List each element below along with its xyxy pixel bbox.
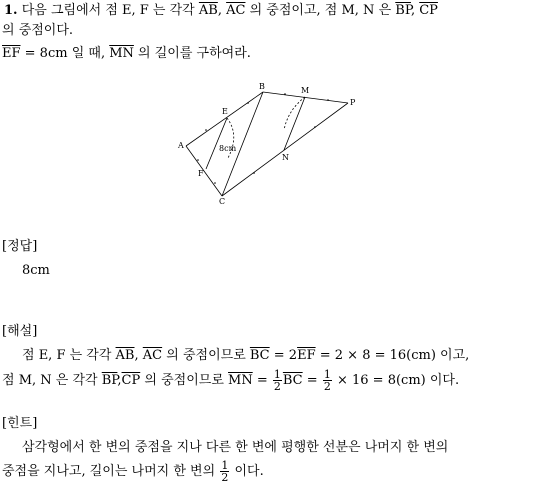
problem-line-2 bbox=[2, 22, 73, 40]
hint-header: [힌트] bbox=[2, 416, 38, 431]
comma: , bbox=[410, 3, 416, 18]
point-b-label: B bbox=[259, 82, 265, 91]
point-c-label: C bbox=[219, 197, 226, 206]
explanation-text: = 2 × 8 = 16(cm) 이고, bbox=[319, 348, 470, 363]
segment-ac: $\overline{AC}$ bbox=[142, 348, 163, 363]
explanation-text: = 2 bbox=[273, 348, 298, 363]
hint-line-2 bbox=[2, 459, 264, 485]
segment-cp: $\overline{CP}$ bbox=[419, 3, 438, 18]
point-n-label: N bbox=[282, 153, 289, 162]
fraction-numerator: 1 bbox=[221, 459, 229, 472]
length-8cm-label: 8cm bbox=[219, 144, 237, 153]
comma: , bbox=[117, 373, 122, 388]
problem-line-1 bbox=[4, 2, 438, 20]
segment-cp: $\overline{CP}$ bbox=[121, 373, 141, 388]
answer-header: [정답] bbox=[2, 239, 38, 254]
fraction-numerator: 1 bbox=[323, 368, 331, 381]
explanation-text: 의 중점이므로 bbox=[166, 348, 246, 363]
fraction-half bbox=[273, 369, 282, 392]
hint-text: 이다. bbox=[234, 464, 264, 479]
problem-number: 1. bbox=[4, 3, 18, 18]
segment-bp: $\overline{BP}$ bbox=[395, 3, 411, 18]
arc-mn-dashed bbox=[284, 97, 305, 130]
problem-text-2: 의 중점이다. bbox=[2, 23, 74, 38]
explanation-line-2 bbox=[2, 368, 459, 394]
hint-line-1: 삼각형에서 한 변의 중점을 지나 다른 한 변에 평행한 선분은 나머지 한 변의 bbox=[22, 440, 449, 455]
segment-bp: $\overline{BP}$ bbox=[101, 373, 118, 388]
fraction-denominator: 2 bbox=[221, 471, 229, 484]
segment-mn: $\overline{MN}$ bbox=[228, 373, 253, 388]
explanation-header: [해설] bbox=[2, 324, 38, 339]
geometry-figure bbox=[170, 80, 370, 210]
fraction-numerator: 1 bbox=[273, 368, 281, 381]
line-cp bbox=[222, 103, 348, 196]
segment-ac: $\overline{AC}$ bbox=[226, 3, 246, 18]
answer-value: 8cm bbox=[22, 263, 50, 278]
fraction-denominator: 2 bbox=[273, 380, 281, 393]
point-m-label: M bbox=[301, 86, 310, 95]
point-f-label: F bbox=[198, 169, 204, 178]
equals-sign: = bbox=[256, 373, 268, 388]
explanation-text: 의 중점이므로 bbox=[144, 373, 224, 388]
segment-ab: $\overline{AB}$ bbox=[115, 348, 135, 363]
line-ab bbox=[186, 92, 263, 146]
fraction-half bbox=[220, 460, 229, 483]
explanation-text: 점 M, N 은 각각 bbox=[2, 373, 98, 388]
line-ac bbox=[186, 146, 222, 196]
explanation-text: × 16 = 8(cm) 이다. bbox=[336, 373, 460, 388]
point-p-label: P bbox=[350, 98, 356, 107]
explanation-line-1 bbox=[22, 347, 469, 365]
segment-ef: $\overline{EF}$ bbox=[2, 46, 21, 61]
segment-mn: $\overline{MN}$ bbox=[109, 46, 134, 61]
equals-sign: = bbox=[306, 373, 318, 388]
point-e-label: E bbox=[222, 107, 228, 116]
hint-text: 중점을 지나고, 길이는 나머지 한 변의 bbox=[2, 464, 216, 479]
problem-text-1b: 의 중점이고, 점 M, N 은 bbox=[249, 3, 392, 18]
comma: , bbox=[217, 3, 222, 18]
problem-line-3 bbox=[2, 45, 251, 63]
problem-text-1a: 다음 그림에서 점 E, F 는 각각 bbox=[21, 3, 195, 18]
explanation-text: 점 E, F 는 각각 bbox=[22, 348, 112, 363]
segment-ab: $\overline{AB}$ bbox=[198, 3, 218, 18]
segment-ef: $\overline{EF}$ bbox=[297, 348, 316, 363]
segment-bc: $\overline{BC}$ bbox=[249, 348, 270, 363]
fraction-half bbox=[323, 369, 332, 392]
fraction-denominator: 2 bbox=[323, 380, 331, 393]
problem-text-3a: = 8cm 일 때, bbox=[24, 46, 106, 61]
comma: , bbox=[134, 348, 139, 363]
problem-text-3b: 의 길이를 구하여라. bbox=[138, 46, 251, 61]
point-a-label: A bbox=[178, 141, 184, 150]
segment-bc: $\overline{BC}$ bbox=[282, 373, 303, 388]
